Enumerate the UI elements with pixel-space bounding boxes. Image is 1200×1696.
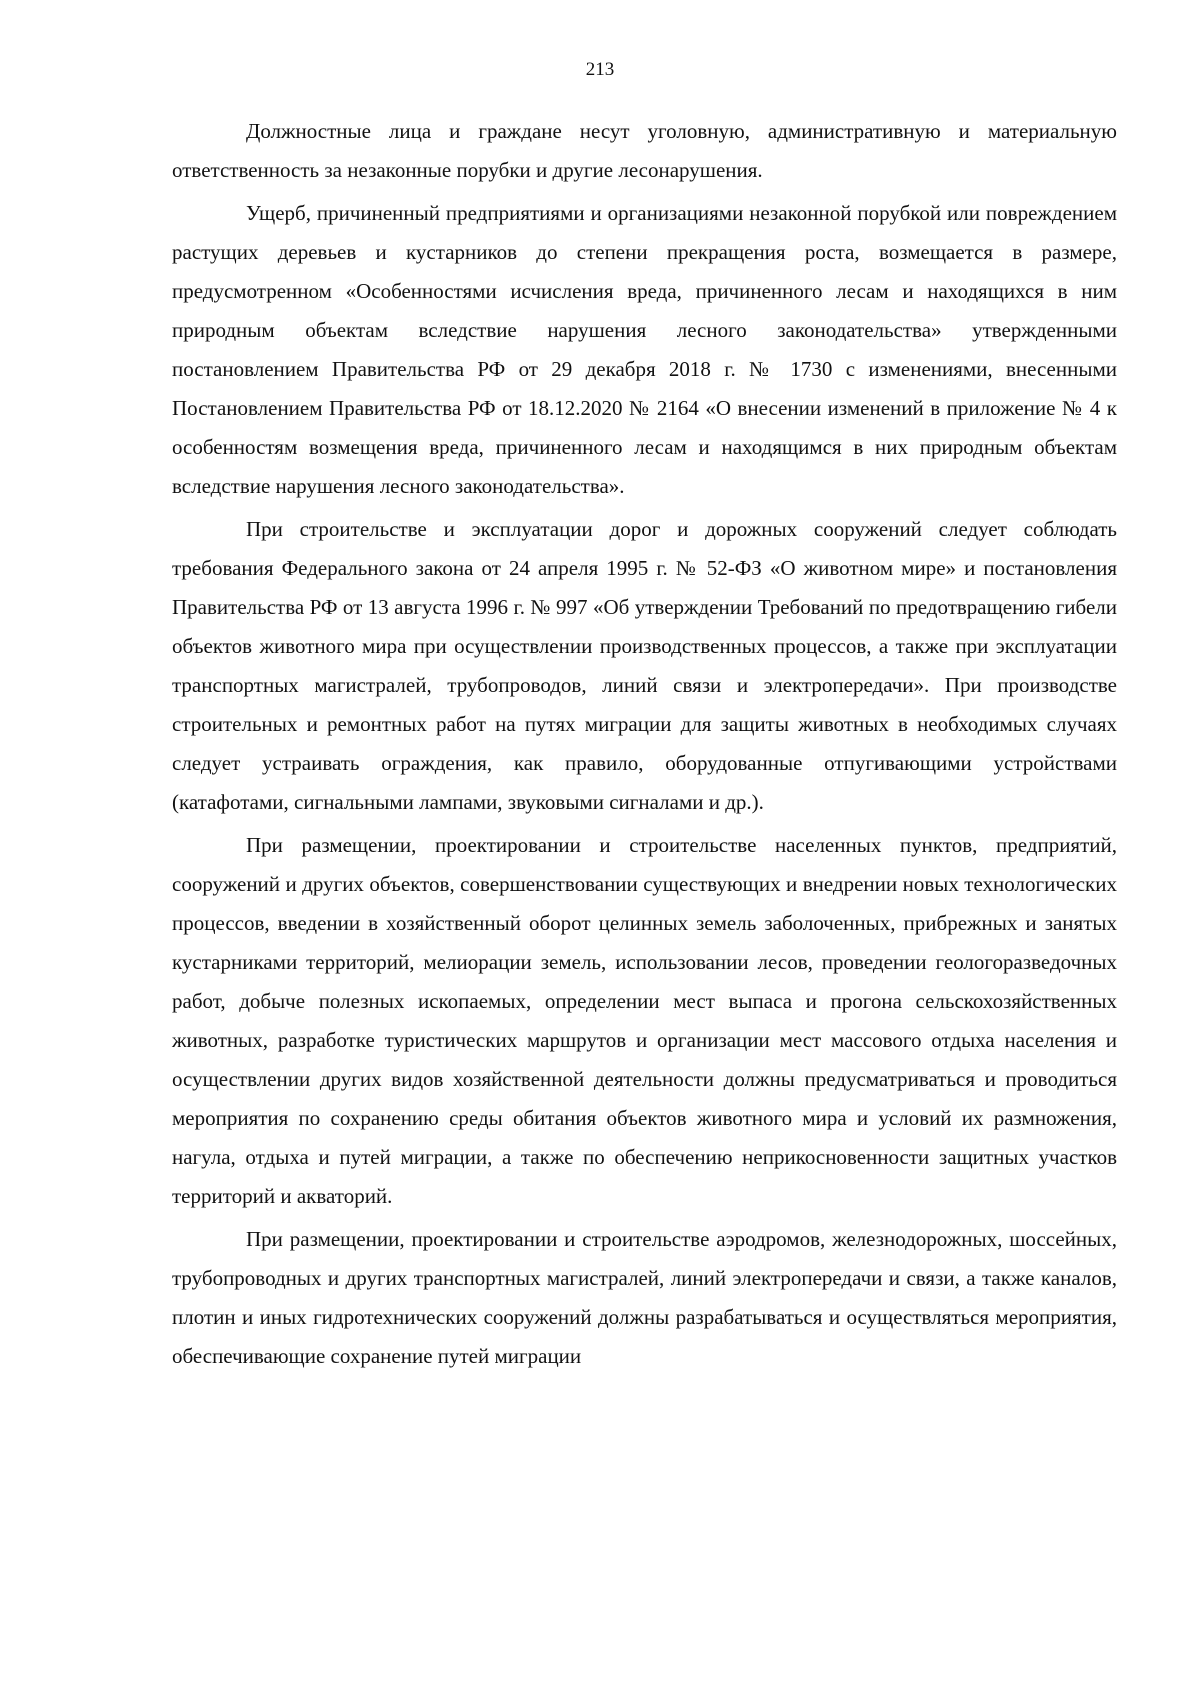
- paragraph-damage-compensation: Ущерб, причиненный предприятиями и организациями незаконной порубкой или повреждением растущих деревьев и кустарников до степени прекращения роста, возмещается в размере, предусмотренном «Особенностями исчисления вреда, причиненного лесам и находящихся в ним природным объектам вследствие нарушения лесного законодательства» утвержденными постановлением Правительства РФ от 29 декабря 2018 г. № 1730 с изменениями, внесенными Постановлением Правительства РФ от 18.12.2020 № 2164 «О внесении изменений в приложение № 4 к особенностям возмещения вреда, причиненного лесам и находящимся в них природным объектам вследствие нарушения лесного законодательства».: [172, 201, 1117, 498]
- paragraph-liability: Должностные лица и граждане несут уголовную, административную и материальную ответственность за незаконные порубки и другие лесонарушения.: [172, 119, 1117, 182]
- paragraph-transport-infrastructure: При размещении, проектировании и строительстве аэродромов, железнодорожных, шоссейных, трубопроводных и других транспортных магистралей, линий электропередачи и связи, а также каналов, плотин и иных гидротехнических сооружений должны разрабатываться и осуществляться мероприятия, обеспечивающие сохранение путей миграции: [172, 1227, 1117, 1368]
- paragraph-settlement-planning: При размещении, проектировании и строительстве населенных пунктов, предприятий, сооружений и других объектов, совершенствовании существующих и внедрении новых технологических процессов, введении в хозяйственный оборот целинных земель заболоченных, прибрежных и занятых кустарниками территорий, мелиорации земель, использовании лесов, проведении геологоразведочных работ, добыче полезных ископаемых, определении мест выпаса и прогона сельскохозяйственных животных, разработке туристических маршрутов и организации мест массового отдыха населения и осуществлении других видов хозяйственной деятельности должны предусматриваться и проводиться мероприятия по сохранению среды обитания объектов животного мира и условий их размножения, нагула, отдыха и путей миграции, а также по обеспечению неприкосновенности защитных участков территорий и акваторий.: [172, 833, 1117, 1208]
- document-body: [172, 112, 1117, 1380]
- page-number: 213: [585, 59, 615, 80]
- paragraph-road-construction: При строительстве и эксплуатации дорог и дорожных сооружений следует соблюдать требования Федерального закона от 24 апреля 1995 г. № 52-ФЗ «О животном мире» и постановления Правительства РФ от 13 августа 1996 г. № 997 «Об утверждении Требований по предотвращению гибели объектов животного мира при осуществлении производственных процессов, а также при эксплуатации транспортных магистралей, трубопроводов, линий связи и электропередачи». При производстве строительных и ремонтных работ на путях миграции для защиты животных в необходимых случаях следует устраивать ограждения, как правило, оборудованные отпугивающими устройствами (катафотами, сигнальными лампами, звуковыми сигналами и др.).: [172, 517, 1117, 814]
